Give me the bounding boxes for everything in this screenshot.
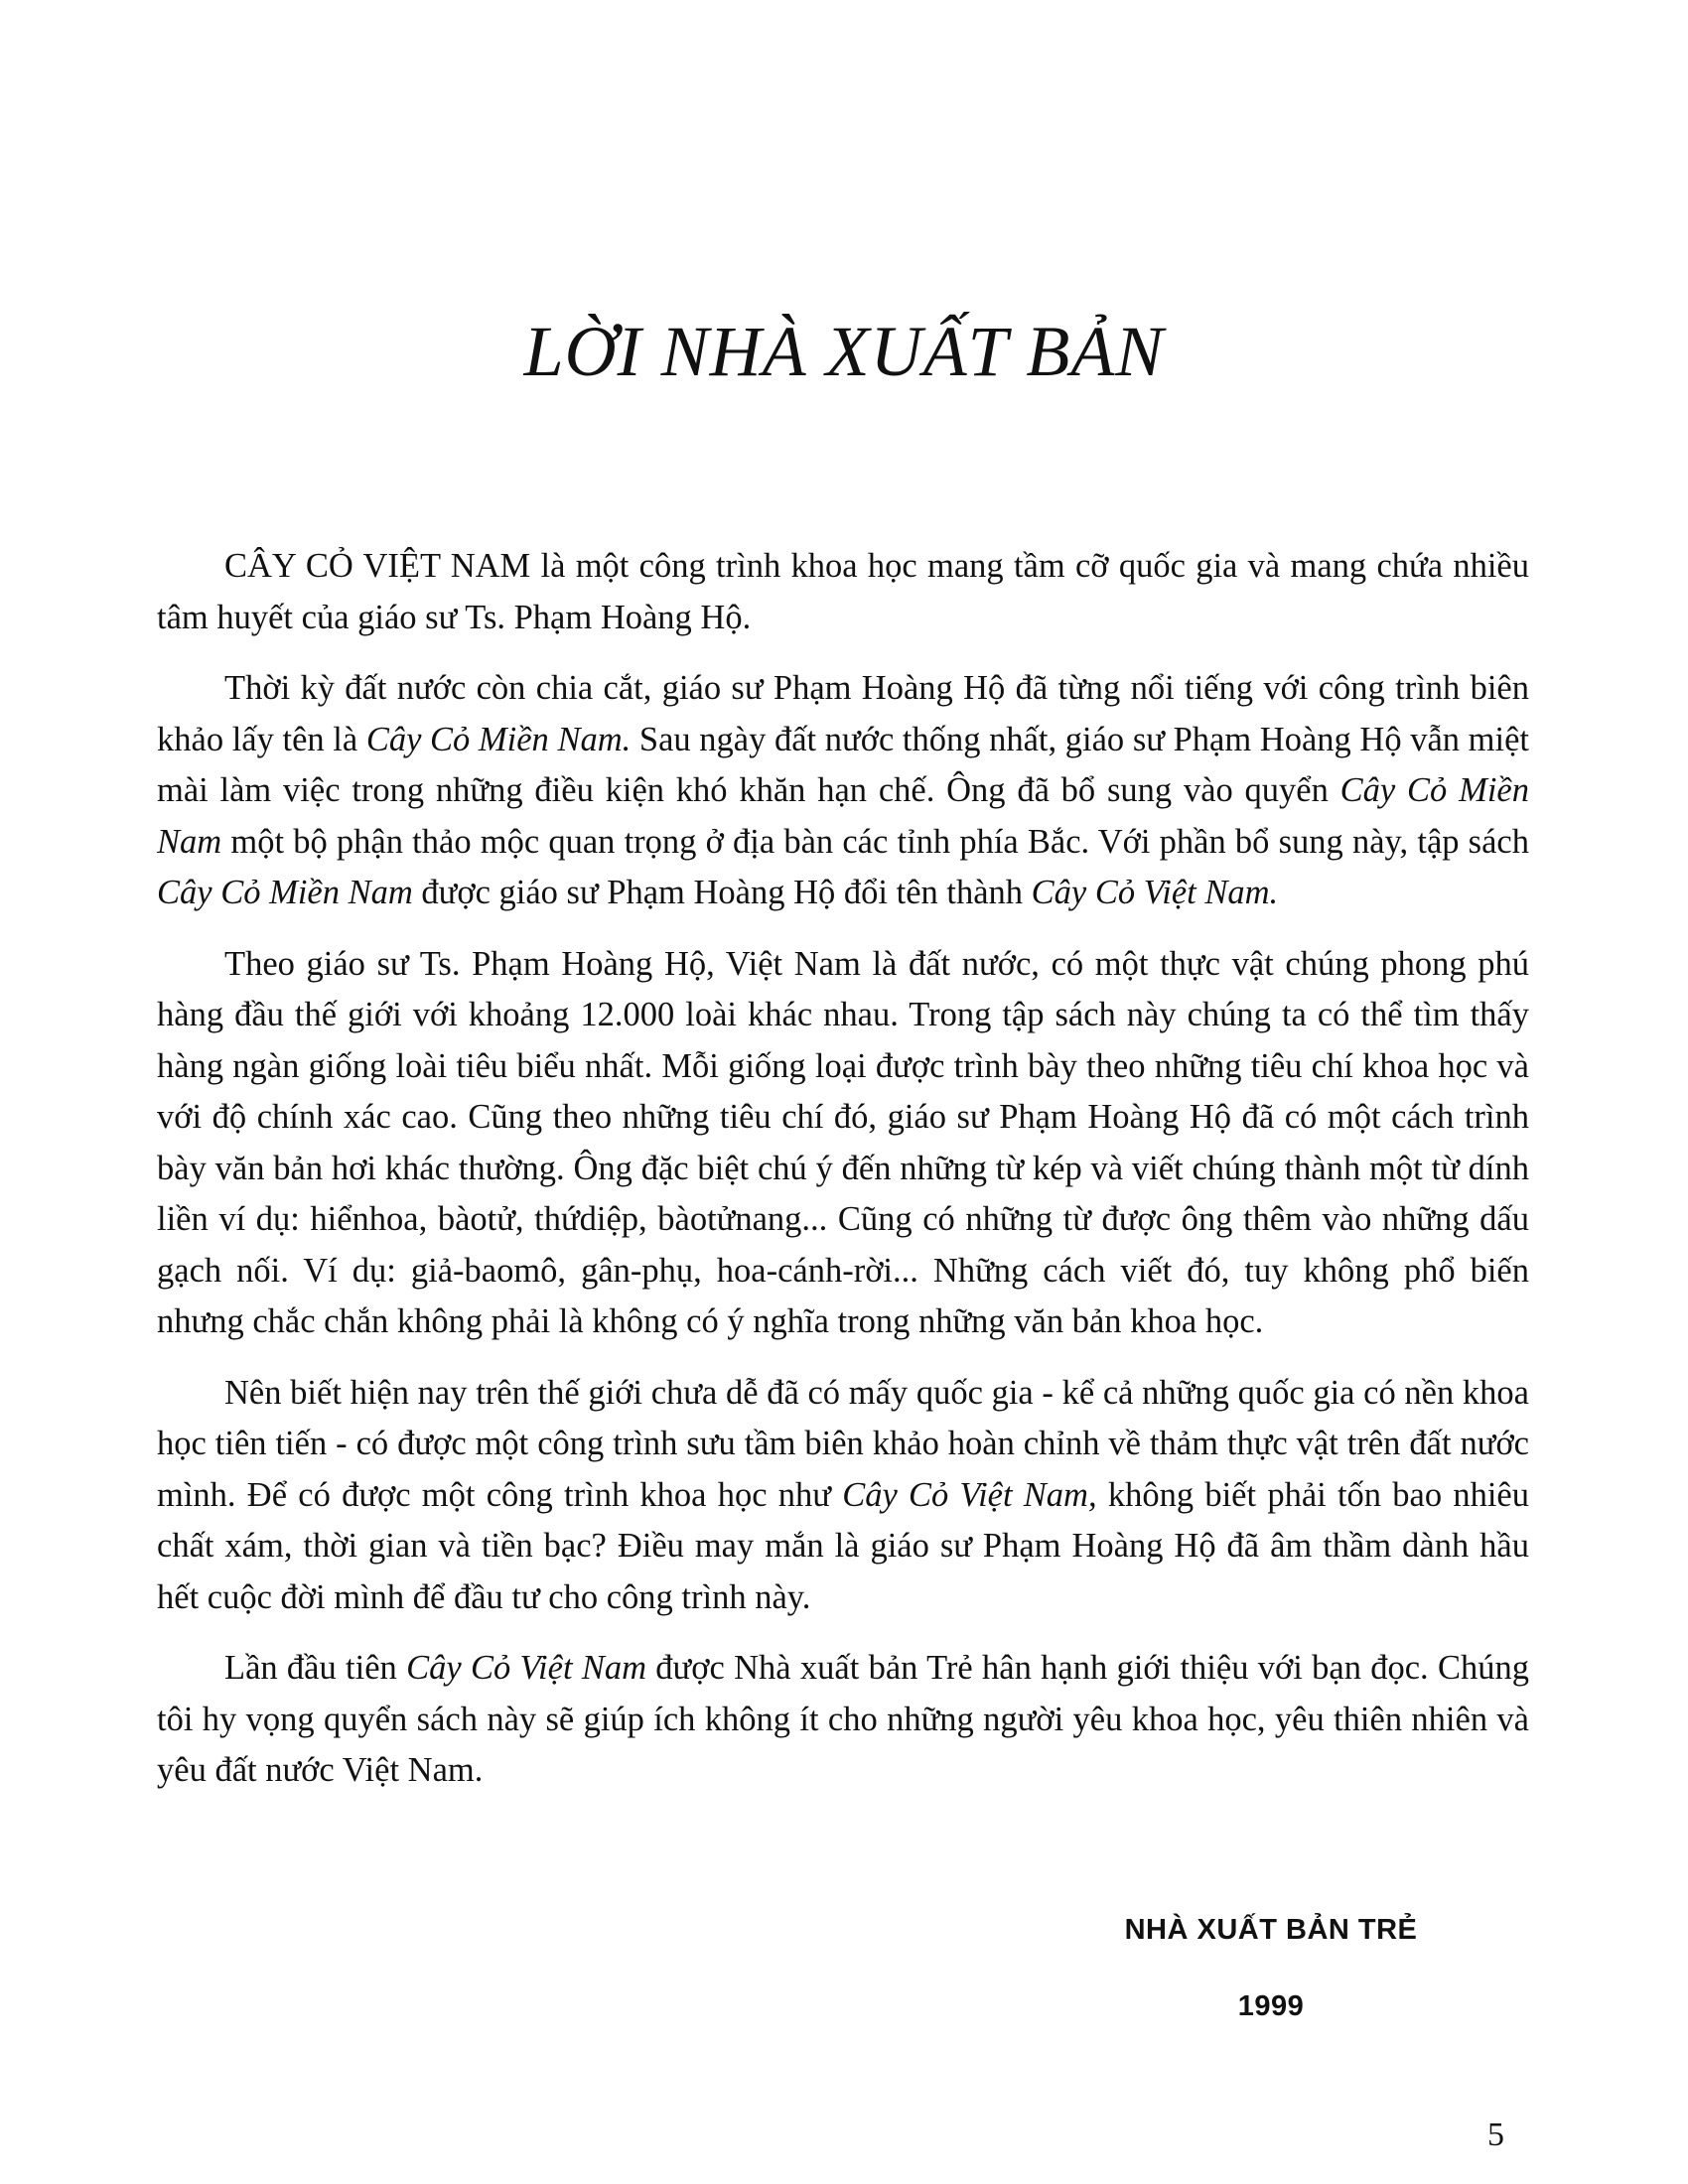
- text-run: Sau ngày đất nước thống nhất, giáo sư Phạm Hoàng Hộ vẫn miệt mài làm việc trong những điều kiện khó khăn hạn chế. Ông đã bổ sung vào quyển: [157, 720, 1529, 809]
- book-title-italic: Cây Cỏ Việt Nam.: [1031, 874, 1279, 911]
- signature-publisher: NHÀ XUẤT BẢN TRẺ: [1124, 1914, 1418, 1946]
- text-run: CÂY CỎ VIỆT NAM là một công trình khoa học mang tầm cỡ quốc gia và mang chứa nhiều tâm huyết của giáo sư Ts. Phạm Hoàng Hộ.: [157, 547, 1529, 636]
- text-run: được giáo sư Phạm Hoàng Hộ đổi tên thành: [412, 874, 1032, 911]
- paragraph-1: [157, 541, 1529, 643]
- book-title-italic: Cây Cỏ Miền Nam: [157, 874, 413, 911]
- paragraph-5: [157, 1643, 1529, 1797]
- page-title: LỜI NHÀ XUẤT BẢN: [523, 312, 1165, 391]
- paragraph-4: [157, 1368, 1529, 1624]
- page-number: 5: [1487, 2116, 1504, 2153]
- body-text: [157, 541, 1529, 1817]
- text-run: Thời kỳ đất nước còn chia cắt, giáo sư Phạm Hoàng Hộ đã từng nổi tiếng với công trình biên khảo lấy tên là: [157, 669, 1529, 758]
- book-title-italic: Cây Cỏ Miền Nam: [157, 771, 1529, 861]
- book-title-italic: Cây Cỏ Miền Nam.: [365, 720, 632, 758]
- text-run: Theo giáo sư Ts. Phạm Hoàng Hộ, Việt Nam là đất nước, có một thực vật chúng phong phú hàng đầu thế giới với khoảng 12.000 loài khác nhau. Trong tập sách này chúng ta có thể tìm thấy hàng ngàn giống loài tiêu biểu nhất. Mỗi giống loại được trình bày theo những tiêu chí khoa học và với độ chính xác cao. Cũng theo những tiêu chí đó, giáo sư Phạm Hoàng Hộ đã có một cách trình bày văn bản hơi khác thường. Ông đặc biệt chú ý đến những từ kép và viết chúng thành một từ dính liền ví dụ: hiểnhoa, bàotử, thứdiệp, bàotửnang... Cũng có những từ được ông thêm vào những dấu gạch nối. Ví dụ: giả-baomô, gân-phụ, hoa-cánh-rời... Những cách viết đó, tuy không phổ biến nhưng chắc chắn không phải là không có ý nghĩa trong những văn bản khoa học.: [157, 944, 1529, 1340]
- text-run: Lần đầu tiên: [224, 1649, 407, 1687]
- text-run: không biết phải tốn bao nhiêu chất xám, thời gian và tiền bạc? Điều may mắn là giáo sư Phạm Hoàng Hộ đã âm thầm dành hầu hết cuộc đời mình để đầu tư cho công trình này.: [157, 1475, 1529, 1616]
- text-run: được Nhà xuất bản Trẻ hân hạnh giới thiệu với bạn đọc. Chúng tôi hy vọng quyển sách này sẽ giúp ích không ít cho những người yêu khoa học, yêu thiên nhiên và yêu đất nước Việt Nam.: [157, 1649, 1529, 1789]
- text-run: một bộ phận thảo mộc quan trọng ở địa bàn các tỉnh phía Bắc. Với phần bổ sung này, tập sách: [221, 822, 1529, 861]
- text-run: Nên biết hiện nay trên thế giới chưa dễ đã có mấy quốc gia - kể cả những quốc gia có nền khoa học tiên tiến - có được một công trình sưu tầm biên khảo hoàn chỉnh về thảm thực vật trên đất nước mình. Để có được một công trình khoa học như: [157, 1373, 1529, 1514]
- signature-year: 1999: [1237, 1990, 1305, 2022]
- book-title-italic: Cây Cỏ Việt Nam: [406, 1649, 646, 1687]
- paragraph-2: [157, 663, 1529, 919]
- paragraph-3: [157, 939, 1529, 1348]
- book-title-italic: Cây Cỏ Việt Nam,: [842, 1475, 1097, 1514]
